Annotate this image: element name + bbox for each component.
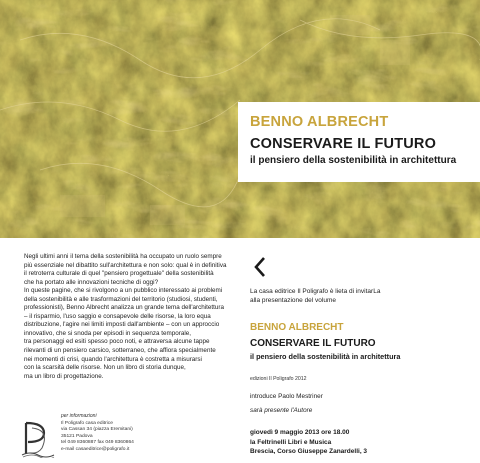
publisher-email[interactable]: e-mail casaeditrice@poligrafo.it [61,446,130,452]
contact-label: per informazioni [61,413,97,419]
description-line: della sostenibilità e alle trasformazioni del territorio (studiosi, studenti, [24,295,218,303]
invitation-author: BENNO ALBRECHT [250,322,344,333]
description-line: nei momenti di crisi, quando l'architettura è costretta a misurarsi [24,355,202,363]
description-line: rilevanti di un pensiero carsico, sotterraneo, che affiora specialmente [24,347,216,355]
event-address: Brescia, Corso Giuseppe Zanardelli, 3 [250,448,368,455]
description-line: professionisti), Benno Albrecht analizza un grande tema dell'architettura [24,304,225,312]
edition-info: edizioni Il Poligrafo 2012 [250,376,307,382]
description-line: innovativo, che si snoda per episodi in sequenza temporale, [24,329,191,337]
publisher-phone: tel 049 8360887 fax 049 8360864 [61,440,134,446]
description-line: In queste pagine, che si rivolgono a un pubblico interessato ai problemi [24,287,223,295]
event-details [250,428,367,457]
description-line: che ha portato alle innovazioni tecniche di oggi? [24,278,159,286]
description-line: distribuzione, l'agire nei limiti imposti dall'ambiente – con un approccio [24,321,220,329]
invitation-title: CONSERVARE IL FUTURO [250,338,376,349]
contact-info [61,421,134,453]
invitation-line: La casa editrice Il Poligrafo è lieta di invitarLa [250,288,381,295]
description-line: tra personaggi ed esiti spesso poco noti, e attraversa alcune tappe [24,338,210,346]
author-presence: sarà presente l'Autore [250,407,313,414]
event-venue: la Feltrinelli Libri e Musica [250,438,332,446]
introducer: introduce Paolo Mestriner [250,393,323,400]
poligrafo-logo-icon [20,420,56,458]
publisher-mark-icon [254,257,266,277]
description-line: con la scarsità delle risorse. Non un libro di storia dunque, [24,364,186,372]
invitation-subtitle: il pensiero della sostenibilità in architettura [250,352,401,361]
book-description [24,253,236,381]
book-title: CONSERVARE IL FUTURO [250,136,437,152]
description-line: ma un libro di progettazione. [24,372,104,380]
event-date: giovedì 9 maggio 2013 ore 18.00 [250,429,350,436]
description-line: Negli ultimi anni il tema della sostenibilità ha occupato un ruolo sempre [24,253,222,260]
invitation-text [250,288,380,305]
book-subtitle: il pensiero della sostenibilità in architettura [250,155,457,166]
publisher-address: via Cassan 34 (piazza Eremitani) [61,427,133,433]
description-line: – il risparmio, l'uso saggio e consapevole delle risorse, la loro equa [24,312,211,320]
description-line: il retroterra culturale di quel "pensiero progettuale" della sostenibilità [24,270,214,278]
publisher-city: 35121 Padova [61,433,93,439]
description-line: più essenziale nel dibattito sull'architettura e non solo: qual è in definitiva [24,261,227,269]
author-name: BENNO ALBRECHT [250,114,389,130]
title-box [238,102,480,182]
publisher-name: Il Poligrafo casa editrice [61,421,113,426]
invitation-line: alla presentazione del volume [250,296,336,304]
